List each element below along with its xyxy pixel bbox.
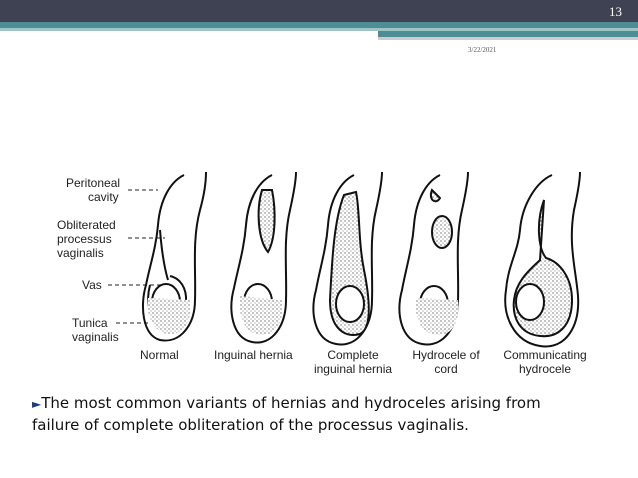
panel-normal bbox=[143, 172, 206, 341]
panel-label-communicating-hydrocele: Communicating hydrocele bbox=[503, 348, 587, 376]
panel-label-inguinal-hernia: Inguinal hernia bbox=[214, 348, 293, 362]
panel-label-complete-hernia: Complete inguinal hernia bbox=[313, 348, 393, 376]
label-tunica-vaginalis: Tunica vaginalis bbox=[72, 316, 119, 344]
caption-text: The most common variants of hernias and hydroceles arising from failure of complete obliteration of the processus vaginalis. bbox=[32, 394, 541, 434]
label-peritoneal-cavity: Peritoneal cavity bbox=[66, 176, 121, 204]
panel-label-hydrocele-cord: Hydrocele of cord bbox=[412, 348, 480, 376]
panel-hydrocele-cord bbox=[399, 172, 468, 344]
label-vas: Vas bbox=[82, 278, 102, 292]
slide-number: 13 bbox=[609, 4, 622, 19]
panel-inguinal-hernia bbox=[231, 172, 296, 343]
panel-label-normal: Normal bbox=[140, 348, 179, 362]
bullet-icon: ► bbox=[32, 397, 42, 411]
slide-date: 3/22/2021 bbox=[468, 46, 497, 54]
panel-complete-hernia bbox=[313, 172, 382, 344]
slide-caption bbox=[32, 393, 592, 436]
panel-communicating-hydrocele bbox=[505, 172, 580, 346]
label-obliterated-processus: Obliterated processus vaginalis bbox=[57, 218, 116, 260]
